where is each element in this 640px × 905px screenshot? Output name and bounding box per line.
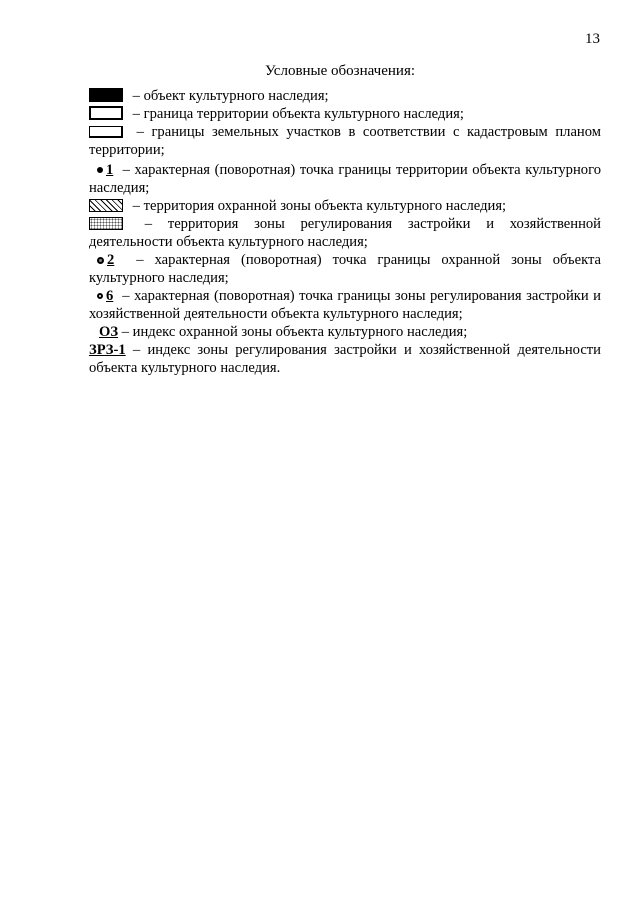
legend-entry-regulation-point	[89, 287, 601, 323]
legend-title: Условные обозначения:	[264, 63, 416, 79]
legend-entry-territory-border	[89, 105, 601, 123]
legend-entry-oz-index	[89, 323, 601, 341]
legend-entry-territory-point	[89, 161, 601, 197]
dotted-rectangle-icon	[89, 217, 123, 230]
point-label: 6	[106, 288, 114, 304]
ringed-point-icon	[97, 257, 104, 264]
entry-text: – территория зоны регулирования застройки и хозяйственной деятельности объекта культурного наследия;	[89, 216, 601, 250]
page-number: 13	[585, 31, 600, 47]
entry-text: – территория охранной зоны объекта культурного наследия;	[132, 198, 507, 214]
legend-entry-heritage-object	[89, 87, 601, 105]
legend-entry-zrz-index	[89, 341, 601, 377]
entry-text: – граница территории объекта культурного наследия;	[132, 106, 464, 122]
entry-text: – характерная (поворотная) точка границы территории объекта культурного наследия;	[89, 162, 601, 196]
point-label: 1	[106, 162, 114, 178]
entry-text: – индекс охранной зоны объекта культурного наследия;	[121, 324, 468, 340]
entry-text: – характерная (поворотная) точка границы охранной зоны объекта культурного наследия;	[89, 252, 602, 286]
entry-text: – объект культурного наследия;	[132, 88, 329, 104]
hatched-rectangle-icon	[89, 199, 123, 212]
legend-entry-regulation-zone	[89, 215, 601, 251]
legend-entry-protection-point	[89, 251, 601, 287]
bold-rectangle-icon	[89, 106, 123, 120]
index-label: ЗРЗ-1	[89, 342, 126, 358]
thin-rectangle-icon	[89, 126, 123, 138]
legend-entry-land-plots	[89, 123, 601, 159]
filled-point-icon	[97, 167, 103, 173]
legend-entry-protection-zone	[89, 197, 601, 215]
point-label: 2	[107, 252, 115, 268]
entry-text: – характерная (поворотная) точка границы зоны регулирования застройки и хозяйственной деятельности объекта культурного наследия;	[89, 288, 601, 322]
hollow-point-icon	[97, 293, 103, 299]
entry-text: – границы земельных участков в соответствии с кадастровым планом территории;	[89, 124, 601, 158]
entry-text: – индекс зоны регулирования застройки и хозяйственной деятельности объекта культурного наследия.	[89, 342, 601, 376]
index-label: ОЗ	[99, 324, 119, 340]
black-rectangle-icon	[89, 88, 123, 102]
